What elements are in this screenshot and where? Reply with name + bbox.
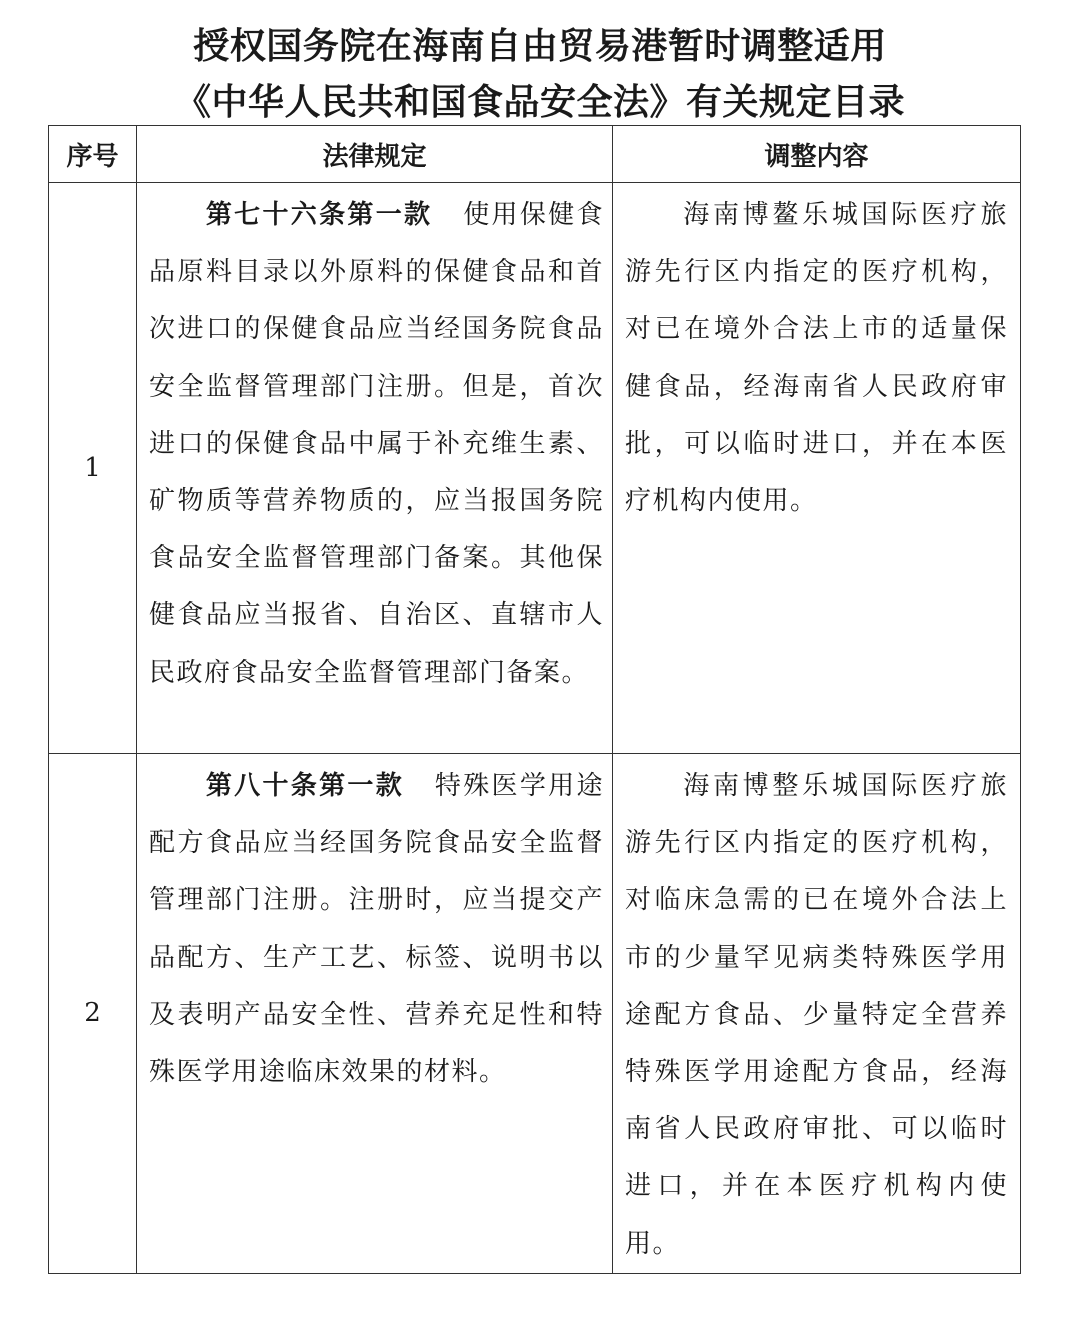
adjustment-cell <box>613 183 1021 754</box>
row-index: 1 <box>49 183 137 754</box>
law-provision-cell <box>137 754 613 1274</box>
law-clause: 第七十六条第一款 <box>205 200 433 230</box>
header-index: 序号 <box>49 126 137 183</box>
adjustment-text: 海南博鳌乐城国际医疗旅游先行区内指定的医疗机构，对已在境外合法上市的适量保健食品，经海南省人民政府审批，可以临时进口，并在本医疗机构内使用。 <box>625 200 1008 517</box>
law-provision-cell <box>137 183 613 754</box>
law-text: 使用保健食品原料目录以外原料的保健食品和首次进口的保健食品应当经国务院食品安全监督管理部门注册。但是，首次进口的保健食品中属于补充维生素、矿物质等营养物质的，应当报国务院食品安全监督管理部门备案。其他保健食品应当报省、自治区、直辖市人民政府食品安全监督管理部门备案。 <box>149 200 604 688</box>
document-title-line-2: 《中华人民共和国食品安全法》有关规定目录 <box>174 82 905 123</box>
adjustment-cell <box>613 754 1021 1274</box>
law-text: 特殊医学用途配方食品应当经国务院食品安全监督管理部门注册。注册时，应当提交产品配方、生产工艺、标签、说明书以及表明产品安全性、营养充足性和特殊医学用途临床效果的材料。 <box>149 771 604 1088</box>
law-clause: 第八十条第一款 <box>205 771 405 801</box>
document-title-line-1: 授权国务院在海南自由贸易港暂时调整适用 <box>193 26 887 67</box>
header-adjustment: 调整内容 <box>613 126 1021 183</box>
row-index: 2 <box>49 754 137 1274</box>
table-row <box>49 754 1021 1274</box>
regulation-table <box>48 125 1021 1274</box>
adjustment-text: 海南博整乐城国际医疗旅游先行区内指定的医疗机构，对临床急需的已在境外合法上市的少量罕见病类特殊医学用途配方食品、少量特定全营养特殊医学用途配方食品，经海南省人民政府审批、可以临时进口，并在本医疗机构内使用。 <box>625 771 1008 1259</box>
table-header-row <box>49 126 1021 183</box>
header-law: 法律规定 <box>137 126 613 183</box>
table-row <box>49 183 1021 754</box>
